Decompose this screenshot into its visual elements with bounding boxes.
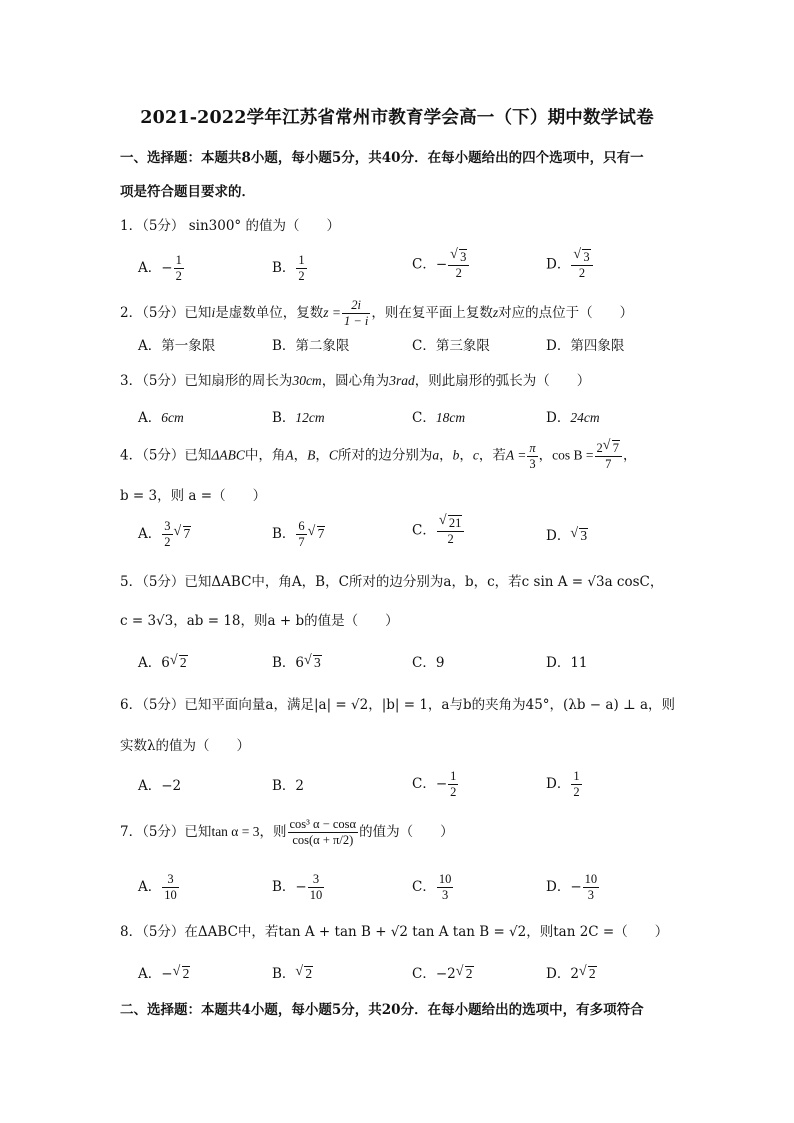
q6-stem-cont: 实数λ的值为（ ） <box>120 738 251 754</box>
q5-option-d: D．11 <box>546 655 588 671</box>
q6-option-c: C．− $\frac{1}{2}$ <box>412 769 457 799</box>
q6-option-a: A．−2 <box>138 778 182 794</box>
q1-option-a: A．− $\frac{1}{2}$ <box>138 253 182 283</box>
q7-option-a: A． $\frac{3}{10}$ <box>138 872 177 902</box>
section1-heading-cont: 项是符合题目要求的． <box>120 184 255 200</box>
q5-option-b: B．6 √ 3 <box>272 653 321 671</box>
page-title: 2021-2022学年江苏省常州市教育学会高一（下）期中数学试卷 <box>140 108 654 128</box>
q8-option-b: B． √ 2 <box>272 964 313 982</box>
q8-option-d: D．2 √ 2 <box>546 964 596 982</box>
q3-option-a: A．6cm <box>138 410 184 426</box>
q4-option-a: A． $\frac{3}{2}$ √ 7 <box>138 519 191 549</box>
q8-option-a: A．− √ 2 <box>138 964 190 982</box>
q7-stem: 7．（5分）已知tan α = 3，则 $\frac{\text{cos³ α − cosα}}{\cos(\alpha + \pi/2)}$ 的值为（ ） <box>120 817 454 847</box>
q6-stem: 6．（5分）已知平面向量a，满足|a| = √2，|b| = 1，a与b的夹角为45°，(λb − a) ⊥ a，则 <box>120 697 676 713</box>
q5-stem-cont: c = 3√3，ab = 18，则a + b的值是（ ） <box>120 613 399 629</box>
q2-option-d: D．第四象限 <box>546 338 625 354</box>
q7-option-d: D．− $\frac{10}{3}$ <box>546 872 598 902</box>
q8-option-c: C．−2 √ 2 <box>412 964 473 982</box>
q2-stem: 2．（5分）已知i是虚数单位，复数z = $\frac{2i}{1 - i}$ ，则在复平面上复数z对应的点位于（ ） <box>120 298 634 328</box>
q3-option-d: D．24cm <box>546 410 600 426</box>
q4-stem: 4．（5分）已知ΔABC中，角A，B，C所对的边分别为a，b，c，若A = $\frac{\pi}{3}$ ，cos B = 2 √ 7 7 ， <box>120 438 637 471</box>
q6-option-b: B．2 <box>272 778 305 794</box>
q7-option-b: B．− $\frac{3}{10}$ <box>272 872 323 902</box>
q3-option-b: B．12cm <box>272 410 325 426</box>
q4-option-b: B． $\frac{6}{7}$ √ 7 <box>272 519 325 549</box>
q1-option-c: C．− √ 3 2 <box>412 249 470 281</box>
q5-stem: 5．（5分）已知ΔABC中，角A，B，C所对的边分别为a，b，c，若c sin A = √3a cosC， <box>120 574 664 590</box>
q1-option-b: B． $\frac{1}{2}$ <box>272 253 305 283</box>
q7-option-c: C． $\frac{10}{3}$ <box>412 872 452 902</box>
q3-option-c: C．18cm <box>412 410 466 426</box>
q6-option-d: D． $\frac{1}{2}$ <box>546 769 580 799</box>
q2-option-b: B．第二象限 <box>272 338 350 354</box>
q1-option-d: D． √ 3 2 <box>546 249 594 281</box>
q4-option-d: D． √ 3 <box>546 526 588 544</box>
q2-option-c: C．第三象限 <box>412 338 490 354</box>
q8-stem: 8．（5分）在ΔABC中，若tan A + tan B + √2 tan A tan B = √2，则tan 2C =（ ） <box>120 924 669 940</box>
q4-stem-cont: b = 3，则 a =（ ） <box>120 488 267 504</box>
q2-option-a: A．第一象限 <box>138 338 216 354</box>
section1-heading: 一、选择题：本题共8小题，每小题5分，共40分．在每小题给出的四个选项中，只有一 <box>120 150 644 166</box>
q4-option-c: C． √ 21 2 <box>412 515 465 547</box>
q1-stem: 1．（5分） sin300° 的值为（ ） <box>120 218 340 234</box>
q5-option-c: C．9 <box>412 655 445 671</box>
q3-stem: 3．（5分）已知扇形的周长为30cm，圆心角为3rad，则此扇形的弧长为（ ） <box>120 373 591 389</box>
section2-heading: 二、选择题：本题共4小题，每小题5分，共20分．在每小题给出的选项中，有多项符合 <box>120 1002 644 1018</box>
q5-option-a: A．6 √ 2 <box>138 653 187 671</box>
